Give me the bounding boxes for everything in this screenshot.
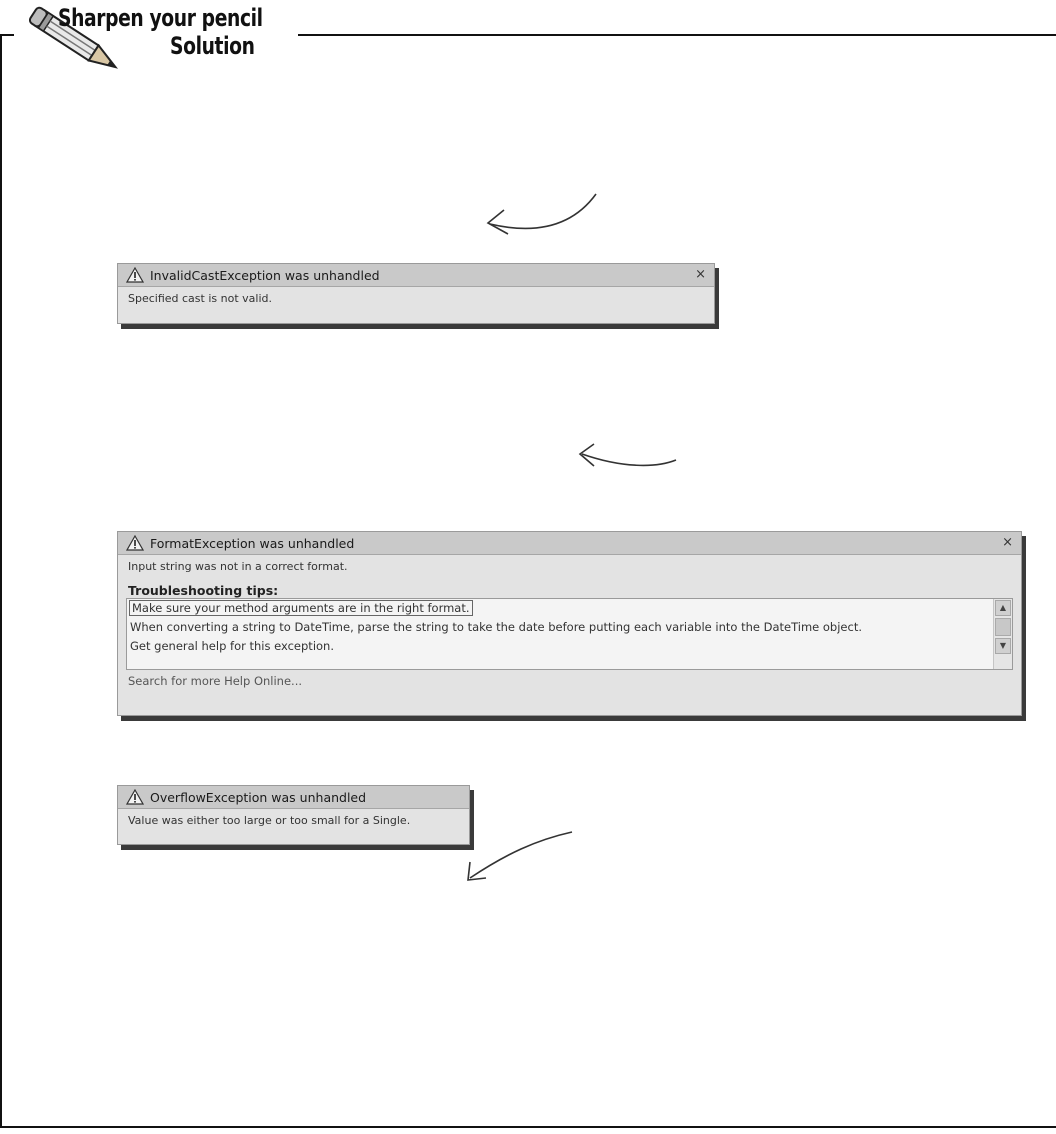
troubleshooting-list	[126, 598, 1013, 670]
close-button[interactable]: ×	[1002, 535, 1013, 550]
header-title-line1: Sharpen your pencil	[58, 4, 263, 32]
exception-dialog-invalidcast	[117, 263, 715, 324]
warning-icon	[126, 789, 144, 805]
arrow-icon	[456, 826, 586, 886]
troubleshooting-header: Troubleshooting tips:	[128, 583, 279, 598]
frame-bottom	[0, 1126, 1056, 1128]
close-button[interactable]: ×	[695, 267, 706, 282]
exception-dialog-format	[117, 531, 1022, 716]
scroll-down-icon[interactable]: ▼	[995, 638, 1011, 654]
tip-item[interactable]: Get general help for this exception.	[130, 639, 334, 653]
frame-top-right	[298, 34, 1056, 36]
dialog-title-bar	[118, 532, 1021, 555]
warning-icon	[126, 267, 144, 283]
tip-item[interactable]: Make sure your method arguments are in the right format.	[132, 601, 470, 615]
arrow-icon	[572, 440, 692, 480]
dialog-title: InvalidCastException was unhandled	[150, 267, 380, 283]
warning-icon	[126, 535, 144, 551]
dialog-title: OverflowException was unhandled	[150, 789, 367, 805]
scroll-up-icon[interactable]: ▲	[995, 600, 1011, 616]
frame-left	[0, 34, 2, 1128]
exception-dialog-overflow	[117, 785, 470, 845]
dialog-message: Input string was not in a correct format.	[128, 559, 348, 573]
arrow-icon	[470, 186, 610, 246]
dialog-message: Specified cast is not valid.	[128, 291, 272, 305]
help-online-link[interactable]: Search for more Help Online...	[128, 674, 303, 688]
dialog-title: FormatException was unhandled	[150, 535, 355, 551]
dialog-message: Value was either too large or too small for a Single.	[128, 813, 411, 827]
scrollbar[interactable]	[993, 599, 1012, 669]
frame-top-left	[0, 34, 14, 36]
header-title-line2: Solution	[170, 32, 255, 60]
tip-item[interactable]: When converting a string to DateTime, parse the string to take the date before putting each variable into the DateTime object.	[130, 620, 862, 634]
dialog-title-bar	[118, 264, 714, 287]
scroll-thumb[interactable]	[995, 618, 1011, 636]
dialog-title-bar	[118, 786, 469, 809]
